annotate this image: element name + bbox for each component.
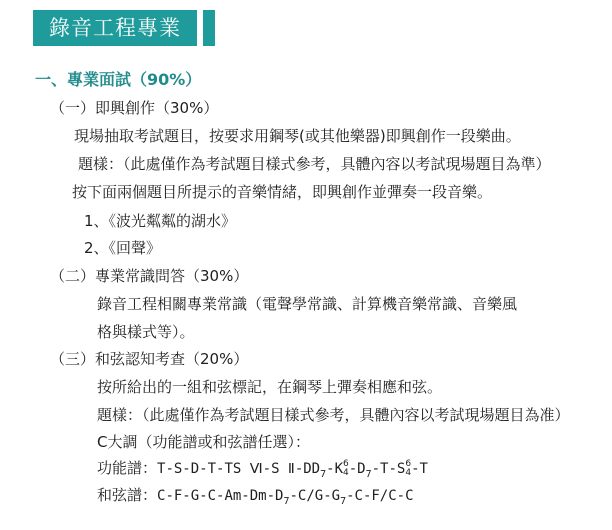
- functional-seq-b: -K: [326, 461, 343, 477]
- subscript-7: 7: [340, 496, 347, 507]
- functional-seq-e: -T: [411, 461, 428, 477]
- functional-label: 功能譜：: [97, 459, 158, 477]
- functional-seq-a: T-S-D-T-TS Ⅵ-S Ⅱ-DD: [157, 461, 321, 477]
- part3-description: 按所給出的一組和弦標記，在鋼琴上彈奏相應和弦。: [97, 378, 443, 396]
- title-accent-bar: [203, 10, 215, 46]
- chord-seq-a: C-F-G-C-Am-Dm-D: [157, 488, 284, 504]
- part3-sample-note: 題樣：（此處僅作為考試題目樣式參考，具體內容以考試現場題目為准）: [97, 406, 570, 424]
- key-line: C大調（功能譜或和弦譜任選）：: [97, 433, 310, 451]
- six-four-fraction: 6 4: [405, 458, 412, 478]
- functional-seq-d: -T-S: [371, 461, 406, 477]
- subscript-7: 7: [365, 469, 372, 480]
- part1-instruction: 按下面兩個題目所提示的音樂情緒，即興創作並彈奏一段音樂。: [72, 183, 493, 201]
- part2-description-line1: 錄音工程相關專業常識（電聲學常識、計算機音樂常識、音樂風: [97, 295, 518, 313]
- subscript-7: 7: [320, 469, 327, 480]
- part2-description-line2: 格與樣式等）。: [97, 323, 195, 341]
- part1-description: 現場抽取考試題目，按要求用鋼琴(或其他樂器)即興創作一段樂曲。: [74, 127, 521, 145]
- section-heading: 一、專業面試（90%）: [35, 70, 202, 89]
- chord-label: 和弦譜：: [97, 486, 158, 504]
- subscript-7: 7: [283, 496, 290, 507]
- six-four-fraction: 6 4: [343, 458, 349, 478]
- list-item: 1、《波光粼粼的湖水》: [84, 212, 237, 230]
- chord-notation-row: [97, 484, 414, 507]
- part1-sample-note: 題樣：（此處僅作為考試題目樣式參考，具體內容以考試現場題目為準）: [78, 155, 551, 173]
- part2-heading: （二）專業常識問答（30%）: [50, 267, 249, 285]
- functional-seq-c: -D: [348, 461, 366, 477]
- page-title: 錄音工程專業: [33, 10, 197, 46]
- functional-notation-row: [97, 457, 428, 480]
- chord-seq-b: -C/G-G: [289, 488, 341, 504]
- part1-heading: （一）即興創作（30%）: [50, 99, 219, 117]
- chord-seq-c: -C-F/C-C: [346, 488, 414, 504]
- list-item: 2、《回聲》: [84, 239, 162, 257]
- part3-heading: （三）和弦認知考查（20%）: [50, 350, 249, 368]
